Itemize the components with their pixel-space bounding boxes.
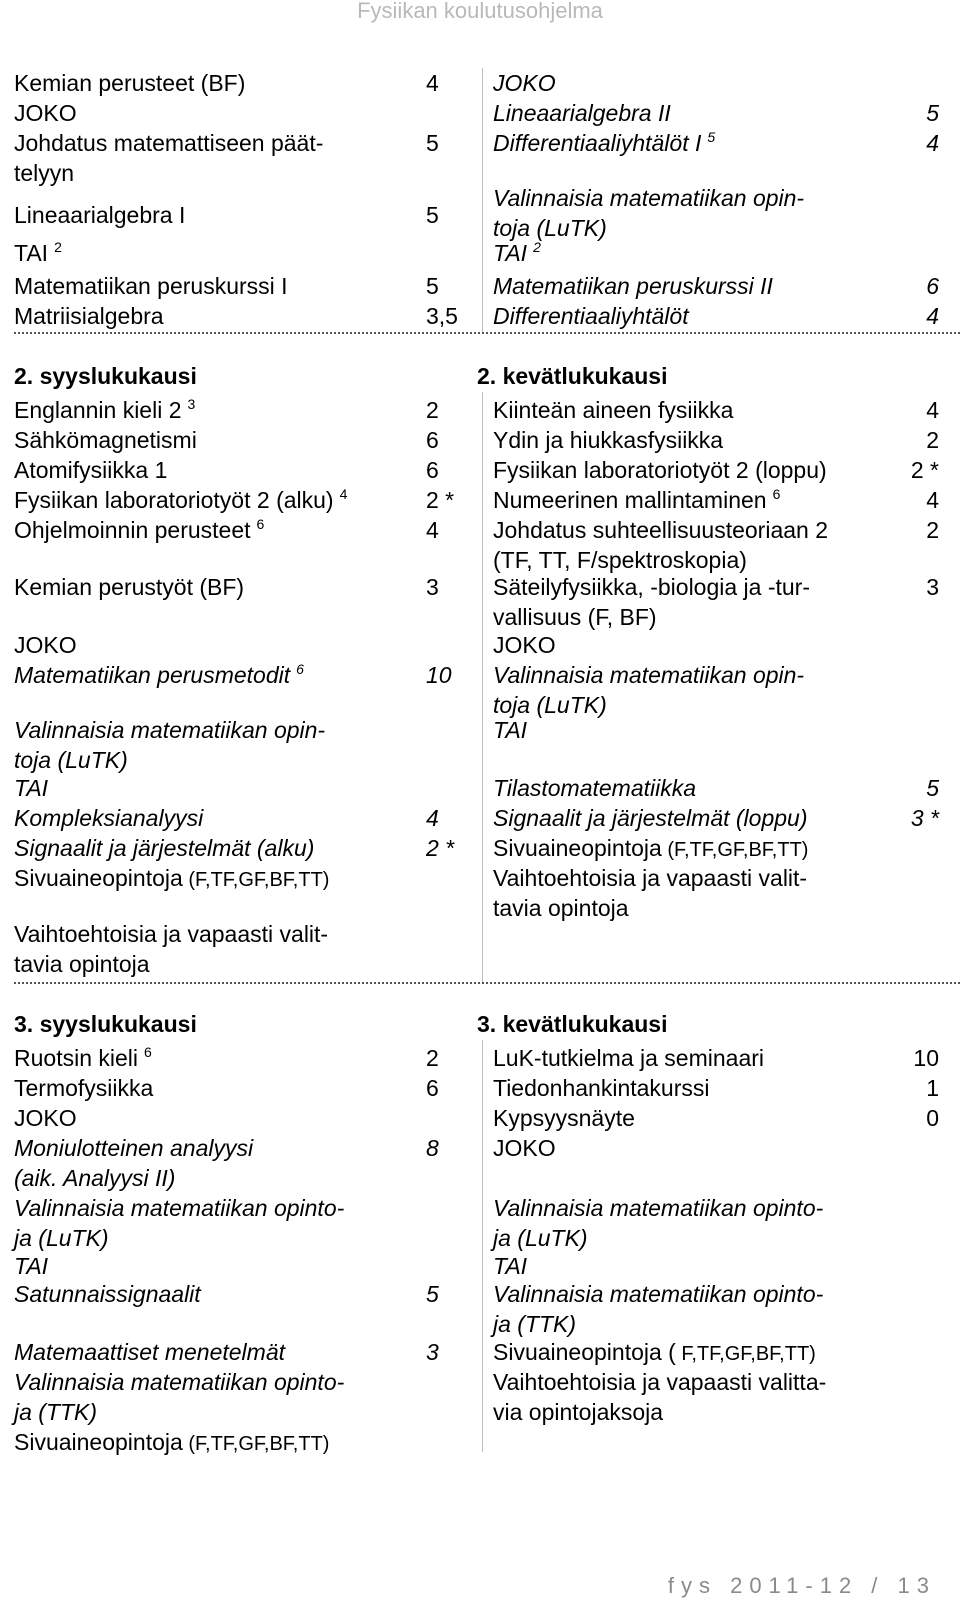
subject-list: (F,TF,GF,BF,TT) bbox=[182, 1433, 330, 1455]
credit-value: 6 bbox=[926, 273, 939, 299]
course-name bbox=[14, 395, 404, 425]
y1-autumn-list bbox=[14, 68, 460, 329]
course-name-text: Vaihtoehtoisia ja vapaasti valitta- bbox=[493, 1369, 827, 1395]
course-row bbox=[14, 630, 460, 660]
section-divider bbox=[14, 982, 960, 984]
footnote-mark: 3 bbox=[187, 396, 196, 412]
course-name bbox=[14, 485, 404, 515]
course-row bbox=[14, 1337, 460, 1367]
course-name-text: Valinnaisia matematiikan opinto- bbox=[14, 1195, 345, 1221]
course-name-text: toja (LuTK) bbox=[493, 692, 607, 718]
subject-list: (F,TF,GF,BF,TT) bbox=[182, 869, 330, 891]
course-name bbox=[14, 455, 404, 485]
course-name-text: Sivuaineopintoja ( bbox=[493, 1339, 676, 1365]
course-row bbox=[14, 715, 460, 775]
course-row bbox=[14, 98, 460, 128]
course-name-text: JOKO bbox=[14, 632, 77, 658]
credit-value: 4 bbox=[426, 70, 439, 96]
course-name bbox=[493, 833, 888, 865]
course-name bbox=[493, 238, 888, 268]
course-row bbox=[493, 1251, 939, 1281]
course-name bbox=[14, 1133, 404, 1193]
y2-autumn-heading: 2. syyslukukausi bbox=[14, 363, 197, 389]
course-name-text: Differentiaaliyhtälöt bbox=[493, 303, 689, 329]
course-name-text: (TF, TT, F/spektroskopia) bbox=[493, 547, 747, 573]
course-name bbox=[14, 919, 404, 979]
course-row bbox=[14, 395, 460, 425]
document-header: Fysiikan koulutusohjelma bbox=[357, 0, 603, 23]
course-name-text: ja (LuTK) bbox=[493, 1225, 588, 1251]
course-name-text: Lineaarialgebra II bbox=[493, 100, 671, 126]
course-row bbox=[14, 515, 460, 545]
course-row bbox=[14, 1279, 460, 1309]
course-name-text: JOKO bbox=[493, 1135, 556, 1161]
course-name bbox=[493, 1073, 888, 1103]
course-row bbox=[493, 455, 939, 485]
course-row bbox=[493, 183, 939, 243]
course-row bbox=[493, 271, 939, 301]
course-row bbox=[14, 1427, 460, 1459]
course-name bbox=[493, 1251, 888, 1281]
course-name-text: ja (LuTK) bbox=[14, 1225, 109, 1251]
course-row bbox=[493, 68, 939, 98]
footnote-mark: 6 bbox=[772, 486, 781, 502]
course-name-text: Kypsyysnäyte bbox=[493, 1105, 635, 1131]
credit-value: 6 bbox=[426, 1075, 439, 1101]
course-name bbox=[493, 1193, 888, 1253]
course-name bbox=[14, 200, 404, 230]
footnote-mark: 5 bbox=[707, 129, 716, 145]
course-name bbox=[493, 1043, 888, 1073]
course-name-text: Ohjelmoinnin perusteet bbox=[14, 517, 251, 543]
course-row bbox=[493, 833, 939, 865]
credit-value: 5 bbox=[426, 202, 439, 228]
course-row bbox=[14, 803, 460, 833]
course-name-text: Valinnaisia matematiikan opinto- bbox=[493, 1281, 824, 1307]
course-row bbox=[493, 238, 939, 268]
course-name bbox=[493, 455, 888, 485]
course-name-text: Sivuaineopintoja bbox=[14, 865, 183, 891]
course-row bbox=[14, 1193, 460, 1253]
course-name bbox=[14, 1103, 404, 1133]
course-row bbox=[14, 238, 460, 268]
course-name-text: ja (TTK) bbox=[493, 1311, 577, 1337]
course-name bbox=[493, 572, 888, 632]
course-name-text: TAI bbox=[493, 1253, 528, 1279]
credit-value: 5 bbox=[926, 100, 939, 126]
course-row bbox=[493, 301, 939, 331]
course-name bbox=[14, 1279, 404, 1309]
course-name bbox=[493, 98, 888, 128]
y3-autumn-heading: 3. syyslukukausi bbox=[14, 1011, 197, 1037]
column-divider bbox=[482, 68, 483, 333]
course-row bbox=[493, 1337, 939, 1369]
credit-value: 0 bbox=[926, 1105, 939, 1131]
course-row bbox=[14, 1073, 460, 1103]
course-name-text: Ruotsin kieli bbox=[14, 1045, 138, 1071]
course-name-text: Differentiaaliyhtälöt I bbox=[493, 130, 702, 156]
course-row bbox=[14, 1367, 460, 1427]
credit-value: 2 * bbox=[910, 457, 939, 483]
course-row bbox=[493, 1043, 939, 1073]
section-divider bbox=[14, 332, 960, 334]
course-row bbox=[493, 630, 939, 660]
course-row bbox=[493, 1367, 939, 1427]
subject-list: (F,TF,GF,BF,TT) bbox=[661, 839, 809, 861]
course-name bbox=[14, 1193, 404, 1253]
credit-value: 3 bbox=[426, 574, 439, 600]
course-name-text: Matematiikan perusmetodit bbox=[14, 662, 291, 688]
course-name-text: Signaalit ja järjestelmät (loppu) bbox=[493, 805, 808, 831]
course-name-text: Kemian perusteet (BF) bbox=[14, 70, 246, 96]
course-name-text: Valinnaisia matematiikan opinto- bbox=[14, 1369, 345, 1395]
course-row bbox=[493, 715, 939, 745]
course-name-text: Fysiikan laboratoriotyöt 2 (loppu) bbox=[493, 457, 827, 483]
credit-value: 2 * bbox=[426, 487, 455, 513]
course-row bbox=[493, 98, 939, 128]
course-row bbox=[493, 1103, 939, 1133]
course-name-text: JOKO bbox=[493, 632, 556, 658]
course-name bbox=[493, 395, 888, 425]
course-row bbox=[493, 425, 939, 455]
credit-value: 5 bbox=[926, 775, 939, 801]
course-name-text: JOKO bbox=[14, 100, 77, 126]
course-name bbox=[14, 660, 404, 690]
course-row bbox=[493, 1193, 939, 1253]
course-name-text: Fysiikan laboratoriotyöt 2 (alku) bbox=[14, 487, 334, 513]
column-divider bbox=[482, 1040, 483, 1452]
course-row bbox=[14, 128, 460, 188]
y3-autumn-list bbox=[14, 1043, 460, 1455]
course-name-text: Moniulotteinen analyysi bbox=[14, 1135, 254, 1161]
course-row bbox=[14, 572, 460, 602]
course-name bbox=[14, 572, 404, 602]
course-name bbox=[14, 238, 404, 268]
course-name bbox=[14, 1427, 404, 1459]
course-row bbox=[14, 863, 460, 895]
course-name-text: via opintojaksoja bbox=[493, 1399, 664, 1425]
course-row bbox=[493, 1133, 939, 1163]
course-name bbox=[14, 271, 404, 301]
course-name-text: Johdatus matemattiseen päät- bbox=[14, 130, 324, 156]
course-name bbox=[493, 630, 888, 660]
course-name bbox=[14, 425, 404, 455]
course-name bbox=[493, 128, 888, 158]
y3-spring-heading: 3. kevätlukukausi bbox=[477, 1011, 668, 1037]
course-row bbox=[14, 301, 460, 331]
course-row bbox=[493, 863, 939, 923]
course-row bbox=[493, 395, 939, 425]
course-name-text: Kemian perustyöt (BF) bbox=[14, 574, 245, 600]
credit-value: 5 bbox=[426, 273, 439, 299]
course-name-text: Lineaarialgebra I bbox=[14, 202, 186, 228]
course-name bbox=[14, 98, 404, 128]
course-name-text: Termofysiikka bbox=[14, 1075, 154, 1101]
footnote-mark: 6 bbox=[144, 1044, 152, 1060]
credit-value: 3 * bbox=[910, 805, 939, 831]
course-name-text: Valinnaisia matematiikan opinto- bbox=[493, 1195, 824, 1221]
course-name bbox=[14, 1073, 404, 1103]
y2-spring-list bbox=[493, 395, 939, 921]
credit-value: 3 bbox=[426, 1339, 439, 1365]
course-name-text: Sivuaineopintoja bbox=[14, 1429, 183, 1455]
course-name bbox=[493, 301, 888, 331]
footnote-mark: 2 bbox=[533, 239, 541, 255]
course-name-text: Matematiikan peruskurssi I bbox=[14, 273, 288, 299]
credit-value: 3,5 bbox=[426, 303, 458, 329]
course-name-text: Sähkömagnetismi bbox=[14, 427, 197, 453]
y1-spring-list bbox=[493, 68, 939, 329]
course-name-text: Kompleksianalyysi bbox=[14, 805, 204, 831]
course-name-text: Matemaattiset menetelmät bbox=[14, 1339, 286, 1365]
course-name-text: TAI bbox=[14, 240, 49, 266]
footnote-mark: 6 bbox=[296, 661, 304, 677]
credit-value: 2 bbox=[926, 427, 939, 453]
course-row bbox=[14, 271, 460, 301]
course-name bbox=[14, 301, 404, 331]
course-name bbox=[14, 515, 404, 545]
course-name-text: toja (LuTK) bbox=[493, 215, 607, 241]
course-row bbox=[14, 1251, 460, 1281]
course-name bbox=[14, 863, 404, 895]
course-row bbox=[14, 485, 460, 515]
course-name-text: tavia opintoja bbox=[493, 895, 629, 921]
credit-value: 4 bbox=[926, 487, 939, 513]
footnote-mark: 6 bbox=[256, 516, 265, 532]
course-name bbox=[493, 1367, 888, 1427]
course-name-text: Vaihtoehtoisia ja vapaasti valit- bbox=[14, 921, 329, 947]
credit-value: 2 bbox=[426, 397, 439, 423]
course-name-text: Valinnaisia matematiikan opin- bbox=[493, 185, 805, 211]
course-name bbox=[493, 715, 888, 745]
course-name bbox=[14, 1043, 404, 1073]
course-row bbox=[493, 515, 939, 575]
course-name-text: Ydin ja hiukkasfysiikka bbox=[493, 427, 724, 453]
course-name bbox=[14, 68, 404, 98]
credit-value: 4 bbox=[926, 397, 939, 423]
course-name bbox=[14, 833, 404, 863]
y2-autumn-list bbox=[14, 395, 460, 977]
course-name-text: TAI bbox=[14, 1253, 49, 1279]
course-name-text: vallisuus (F, BF) bbox=[493, 604, 657, 630]
course-row bbox=[493, 128, 939, 158]
course-name bbox=[493, 1337, 888, 1369]
course-row bbox=[14, 455, 460, 485]
course-name bbox=[14, 630, 404, 660]
course-name bbox=[14, 1367, 404, 1427]
course-name-text: Valinnaisia matematiikan opin- bbox=[493, 662, 805, 688]
credit-value: 5 bbox=[426, 130, 439, 156]
course-name-text: Tilastomatematiikka bbox=[493, 775, 697, 801]
credit-value: 4 bbox=[926, 303, 939, 329]
course-row bbox=[493, 1073, 939, 1103]
credit-value: 5 bbox=[426, 1281, 439, 1307]
course-row bbox=[14, 1133, 460, 1193]
credit-value: 8 bbox=[426, 1135, 439, 1161]
course-name bbox=[14, 128, 404, 188]
footnote-mark: 2 bbox=[54, 239, 62, 255]
course-name-text: (aik. Analyysi II) bbox=[14, 1165, 176, 1191]
course-name-text: Matriisialgebra bbox=[14, 303, 164, 329]
course-row bbox=[14, 1103, 460, 1133]
course-name-text: Atomifysiikka 1 bbox=[14, 457, 168, 483]
footnote-mark: 4 bbox=[339, 486, 348, 502]
course-name bbox=[493, 803, 888, 833]
course-name-text: toja (LuTK) bbox=[14, 747, 128, 773]
course-name-text: Signaalit ja järjestelmät (alku) bbox=[14, 835, 315, 861]
course-name-text: JOKO bbox=[493, 70, 556, 96]
course-row bbox=[14, 773, 460, 803]
credit-value: 10 bbox=[426, 662, 452, 688]
course-name bbox=[14, 1337, 404, 1367]
course-name-text: telyyn bbox=[14, 160, 75, 186]
course-name bbox=[493, 485, 888, 515]
credit-value: 3 bbox=[926, 574, 939, 600]
course-row bbox=[14, 660, 460, 690]
course-name-text: Satunnaissignaalit bbox=[14, 1281, 201, 1307]
course-name-text: Valinnaisia matematiikan opin- bbox=[14, 717, 326, 743]
course-name bbox=[14, 1251, 404, 1281]
credit-value: 6 bbox=[426, 457, 439, 483]
credit-value: 6 bbox=[426, 427, 439, 453]
course-name-text: TAI bbox=[14, 775, 49, 801]
course-name bbox=[493, 863, 888, 923]
course-row bbox=[493, 572, 939, 632]
course-row bbox=[493, 803, 939, 833]
credit-value: 4 bbox=[426, 517, 439, 543]
course-name bbox=[493, 425, 888, 455]
course-name-text: Englannin kieli 2 bbox=[14, 397, 182, 423]
course-name-text: Matematiikan peruskurssi II bbox=[493, 273, 773, 299]
credit-value: 2 * bbox=[426, 835, 455, 861]
course-row bbox=[14, 425, 460, 455]
credit-value: 4 bbox=[926, 130, 939, 156]
course-name bbox=[493, 1279, 888, 1339]
course-name bbox=[493, 1133, 888, 1163]
course-name-text: Tiedonhankintakurssi bbox=[493, 1075, 710, 1101]
course-name bbox=[493, 660, 888, 720]
credit-value: 1 bbox=[926, 1075, 939, 1101]
credit-value: 2 bbox=[426, 1045, 439, 1071]
course-row bbox=[14, 833, 460, 863]
course-name-text: tavia opintoja bbox=[14, 951, 150, 977]
course-row bbox=[14, 1043, 460, 1073]
course-name bbox=[493, 773, 888, 803]
course-name bbox=[14, 773, 404, 803]
course-name-text: ja (TTK) bbox=[14, 1399, 98, 1425]
course-name-text: Kiinteän aineen fysiikka bbox=[493, 397, 734, 423]
course-name-text: Johdatus suhteellisuusteoriaan 2 bbox=[493, 517, 829, 543]
credit-value: 2 bbox=[926, 517, 939, 543]
course-name-text: Sivuaineopintoja bbox=[493, 835, 662, 861]
course-row bbox=[493, 773, 939, 803]
column-divider bbox=[482, 392, 483, 982]
course-name bbox=[493, 183, 888, 243]
course-name bbox=[14, 715, 404, 775]
course-name-text: Säteilyfysiikka, -biologia ja -tur- bbox=[493, 574, 811, 600]
course-row bbox=[14, 68, 460, 98]
course-name-text: TAI bbox=[493, 240, 528, 266]
course-name-text: Numeerinen mallintaminen bbox=[493, 487, 767, 513]
subject-list: F,TF,GF,BF,TT) bbox=[675, 1343, 816, 1365]
credit-value: 4 bbox=[426, 805, 439, 831]
page-footer: fys 2011-12 / 13 bbox=[667, 1573, 936, 1598]
course-name-text: LuK-tutkielma ja seminaari bbox=[493, 1045, 765, 1071]
y3-spring-list bbox=[493, 1043, 939, 1425]
course-row bbox=[14, 200, 460, 230]
course-row bbox=[14, 919, 460, 979]
credit-value: 10 bbox=[913, 1045, 939, 1071]
course-name bbox=[493, 271, 888, 301]
course-name-text: TAI bbox=[493, 717, 528, 743]
course-row bbox=[493, 660, 939, 720]
course-row bbox=[493, 1279, 939, 1339]
y2-spring-heading: 2. kevätlukukausi bbox=[477, 363, 668, 389]
course-name bbox=[493, 68, 888, 98]
course-name bbox=[493, 515, 888, 575]
course-name bbox=[493, 1103, 888, 1133]
course-name-text: JOKO bbox=[14, 1105, 77, 1131]
course-name-text: Vaihtoehtoisia ja vapaasti valit- bbox=[493, 865, 808, 891]
course-name bbox=[14, 803, 404, 833]
course-row bbox=[493, 485, 939, 515]
